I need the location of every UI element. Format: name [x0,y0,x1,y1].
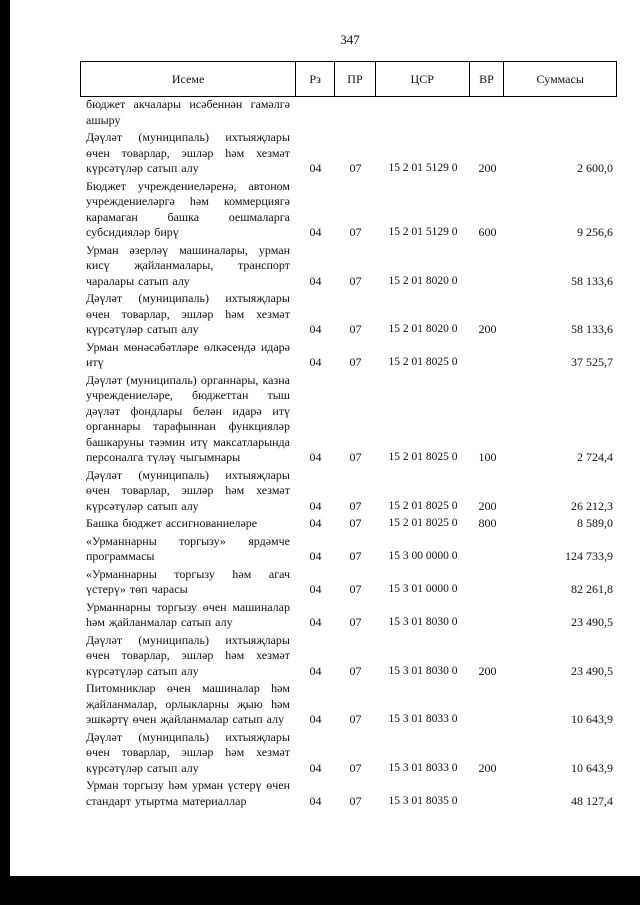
cell-csr: 15 2 01 8025 0 [388,499,458,512]
scan-edge-left [0,0,10,905]
cell-vr: 600 [478,225,497,239]
cell-rz: 04 [309,712,322,726]
table-row [80,97,617,130]
budget-table [80,61,617,811]
cell-pr: 07 [349,582,362,596]
table-row [80,516,617,534]
table-row [80,340,617,373]
table-body [80,97,617,811]
header-vr: ВР [470,62,505,96]
cell-name: Урман мөнәсәбәтләре өлкәсендә идарә итү [86,339,290,369]
cell-rz: 04 [309,498,322,513]
cell-rz: 04 [309,615,322,629]
cell-sum: 2 600,0 [577,161,613,175]
table-row [80,179,617,243]
cell-rz: 04 [309,549,322,563]
header-csr: ЦСР [376,62,470,96]
cell-vr: 200 [478,161,497,175]
cell-sum: 58 133,6 [571,273,613,288]
cell-rz: 04 [309,450,322,464]
cell-rz: 04 [309,516,322,530]
cell-rz: 04 [309,225,322,239]
cell-rz: 04 [309,355,322,369]
cell-pr: 07 [349,615,362,629]
cell-csr: 15 2 01 8025 0 [388,451,458,463]
cell-pr: 07 [349,355,362,369]
cell-pr: 07 [349,322,362,336]
cell-rz: 04 [309,760,322,775]
table-row [80,243,617,292]
header-pr: ПР [335,62,376,96]
cell-csr: 15 3 00 0000 0 [388,550,458,562]
cell-pr: 07 [349,549,362,563]
cell-vr: 200 [478,663,497,678]
cell-csr: 15 2 01 5129 0 [388,162,458,174]
cell-name: Урманнарны торгызу өчен машиналар һәм җайланмалар сатып алу [86,599,290,629]
table-row [80,373,617,468]
cell-csr: 15 3 01 8033 0 [388,761,458,774]
table-row [80,130,617,179]
table-row [80,633,617,682]
table-row [80,291,617,340]
cell-csr: 15 3 01 8030 0 [388,616,458,628]
table-row [80,730,617,779]
header-name: Исеме [81,62,296,96]
cell-sum: 58 133,6 [571,322,613,336]
cell-vr: 200 [478,760,497,775]
cell-sum: 9 256,6 [577,225,613,239]
cell-csr: 15 3 01 8030 0 [388,664,458,677]
cell-vr: 200 [478,322,497,336]
cell-pr: 07 [349,712,362,726]
cell-csr: 15 3 01 8035 0 [388,794,458,807]
cell-csr: 15 2 01 8020 0 [388,274,458,287]
table-row [80,778,617,811]
cell-rz: 04 [309,663,322,678]
cell-name: Питомниклар өчен машиналар һәм җайланмалар, орлыкларны җыю һәм эшкәртү өчен җайланмалар сатып алу [86,681,290,726]
cell-name: Дәүләт (муниципаль) ихтыяҗлары өчен товарлар, эшләр һәм хезмәт күрсәтүләр сатып алу [86,632,290,678]
cell-csr: 15 3 01 0000 0 [388,583,458,595]
cell-sum: 23 490,5 [571,615,613,629]
cell-name: Дәүләт (муниципаль) ихтыяҗлары өчен товарлар, эшләр һәм хезмәт күрсәтүләр сатып алу [86,130,290,175]
cell-pr: 07 [349,450,362,464]
cell-sum: 48 127,4 [571,793,613,808]
table-row [80,534,617,567]
cell-sum: 124 733,9 [565,549,613,563]
cell-name: бюджет акчалары исәбеннән гамәлгә ашыру [86,97,290,127]
cell-csr: 15 2 01 8025 0 [388,356,458,368]
cell-sum: 10 643,9 [571,760,613,775]
cell-rz: 04 [309,273,322,288]
cell-sum: 23 490,5 [571,663,613,678]
cell-name: Дәүләт (муниципаль) органнары, казна учреждениеләре, бюджеттан тыш дәүләт фондлары белән идарә итү органнары тарафыннан функцияләр башкаруны тәэмин итү максатларында персоналга түләү чыгымнары [86,372,290,464]
cell-pr: 07 [349,760,362,775]
cell-name: Урман торгызу һәм урман үстерү өчен стандарт утыртма материаллар [86,778,290,808]
cell-sum: 2 724,4 [577,450,613,464]
cell-rz: 04 [309,322,322,336]
cell-name: Дәүләт (муниципаль) ихтыяҗлары өчен товарлар, эшләр һәм хезмәт күрсәтүләр сатып алу [86,729,290,775]
table-row [80,468,617,517]
cell-pr: 07 [349,273,362,288]
table-row [80,681,617,730]
cell-vr: 200 [478,498,497,513]
cell-vr: 800 [478,516,497,530]
cell-name: Дәүләт (муниципаль) ихтыяҗлары өчен товарлар, эшләр һәм хезмәт күрсәтүләр сатып алу [86,291,290,336]
cell-sum: 8 589,0 [577,516,613,530]
cell-name: «Урманнарны торгызу» ярдәмче программасы [86,533,290,563]
cell-pr: 07 [349,225,362,239]
cell-sum: 10 643,9 [571,712,613,726]
cell-pr: 07 [349,516,362,530]
cell-name: «Урманнарны торгызу һәм агач үстерү» төп чарасы [86,566,290,596]
cell-csr: 15 2 01 8025 0 [388,517,458,529]
table-row [80,600,617,633]
cell-pr: 07 [349,498,362,513]
table-header [80,61,617,97]
table-row [80,567,617,600]
page-number: 347 [340,32,360,47]
cell-vr: 100 [478,450,497,464]
header-rz: Рз [296,62,335,96]
cell-pr: 07 [349,161,362,175]
cell-name: Урман әзерләү машиналары, урман кисү җайланмалары, транспорт чаралары сатып алу [86,242,290,288]
cell-sum: 82 261,8 [571,582,613,596]
cell-csr: 15 2 01 8020 0 [388,323,458,335]
header-sum: Суммасы [536,71,584,86]
cell-sum: 37 525,7 [571,355,613,369]
scan-edge-bottom [0,876,640,905]
cell-name: Башка бюджет ассигнованиеләре [86,516,258,530]
cell-csr: 15 3 01 8033 0 [388,713,458,725]
cell-rz: 04 [309,793,322,808]
cell-pr: 07 [349,793,362,808]
cell-rz: 04 [309,161,322,175]
cell-csr: 15 2 01 5129 0 [388,226,458,238]
cell-pr: 07 [349,663,362,678]
cell-name: Бюджет учреждениеләренә, автоном учреждениеләргә һәм коммерциягә карамаган башка оешмаларга субсидияләр бирү [86,178,290,239]
cell-rz: 04 [309,582,322,596]
cell-sum: 26 212,3 [571,498,613,513]
cell-name: Дәүләт (муниципаль) ихтыяҗлары өчен товарлар, эшләр һәм хезмәт күрсәтүләр сатып алу [86,467,290,513]
